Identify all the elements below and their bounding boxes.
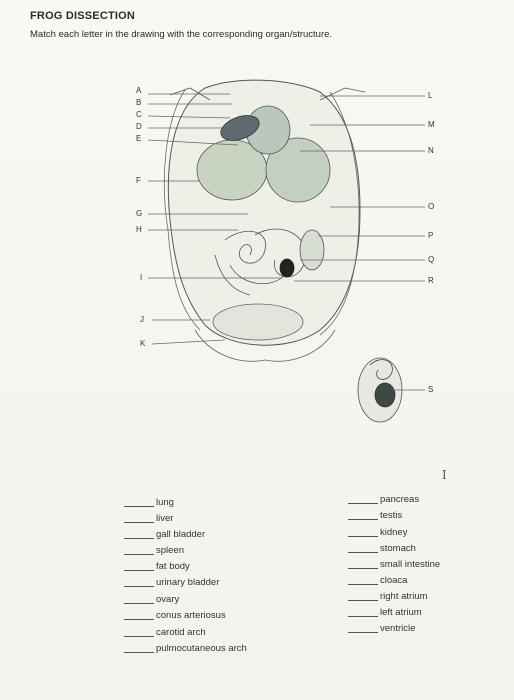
answer-blank[interactable] [348,519,378,520]
answer-blank[interactable] [348,584,378,585]
letter-m: M [428,120,435,129]
answer-blank[interactable] [124,652,154,653]
letter-r: R [428,276,434,285]
instructions-text: Match each letter in the drawing with the corresponding organ/structure. [30,29,333,40]
letter-n: N [428,146,434,155]
term-small-intestine: small intestine [380,559,441,570]
term-pancreas: pancreas [380,494,420,505]
letter-h: H [136,225,142,234]
term-stomach: stomach [380,543,416,554]
bladder-shape [213,304,303,340]
inset-organ [375,383,395,407]
answer-blank[interactable] [124,586,154,587]
term-kidney: kidney [380,527,408,538]
letter-d: D [136,122,142,131]
answer-blank[interactable] [348,632,378,633]
letter-i: I [140,273,143,282]
term-spleen: spleen [156,545,184,556]
letter-q: Q [428,255,435,264]
letter-k: K [140,339,146,348]
spleen-shape [280,259,294,277]
letter-a: A [136,86,142,95]
letter-b: B [136,98,142,107]
answer-blank[interactable] [124,603,154,604]
answer-blank[interactable] [124,619,154,620]
letter-s: S [428,385,434,394]
letter-j: J [140,315,144,324]
term-ventricle: ventricle [380,623,416,634]
answer-blank[interactable] [348,552,378,553]
letter-l: L [428,91,433,100]
term-cloaca: cloaca [380,575,408,586]
letter-f: F [136,176,141,185]
term-right-atrium: right atrium [380,591,428,602]
term-urinary-bladder: urinary bladder [156,577,220,588]
term-carotid-arch: carotid arch [156,627,206,638]
answer-blank[interactable] [348,503,378,504]
term-fat-body: fat body [156,561,190,572]
letter-g: G [136,209,143,218]
page-title: FROG DISSECTION [30,10,136,22]
answer-blank[interactable] [124,538,154,539]
letter-o: O [428,202,435,211]
letter-e: E [136,134,142,143]
answer-blank[interactable] [124,554,154,555]
answer-blank[interactable] [348,616,378,617]
term-ovary: ovary [156,594,180,605]
term-liver: liver [156,513,174,524]
answer-blank[interactable] [348,568,378,569]
term-conus-arteriosus: conus arteriosus [156,610,226,621]
answer-blank[interactable] [124,522,154,523]
answer-blank[interactable] [348,600,378,601]
answer-blank[interactable] [348,536,378,537]
term-left-atrium: left atrium [380,607,422,618]
term-gall-bladder: gall bladder [156,529,206,540]
answer-blank[interactable] [124,570,154,571]
term-testis: testis [380,510,403,521]
letter-c: C [136,110,142,119]
term-pulmocutaneous-arch: pulmocutaneous arch [156,643,247,654]
answer-blank[interactable] [124,506,154,507]
letter-p: P [428,231,434,240]
answer-blank[interactable] [124,636,154,637]
term-lung: lung [156,497,174,508]
text-cursor-icon: I [442,468,447,482]
